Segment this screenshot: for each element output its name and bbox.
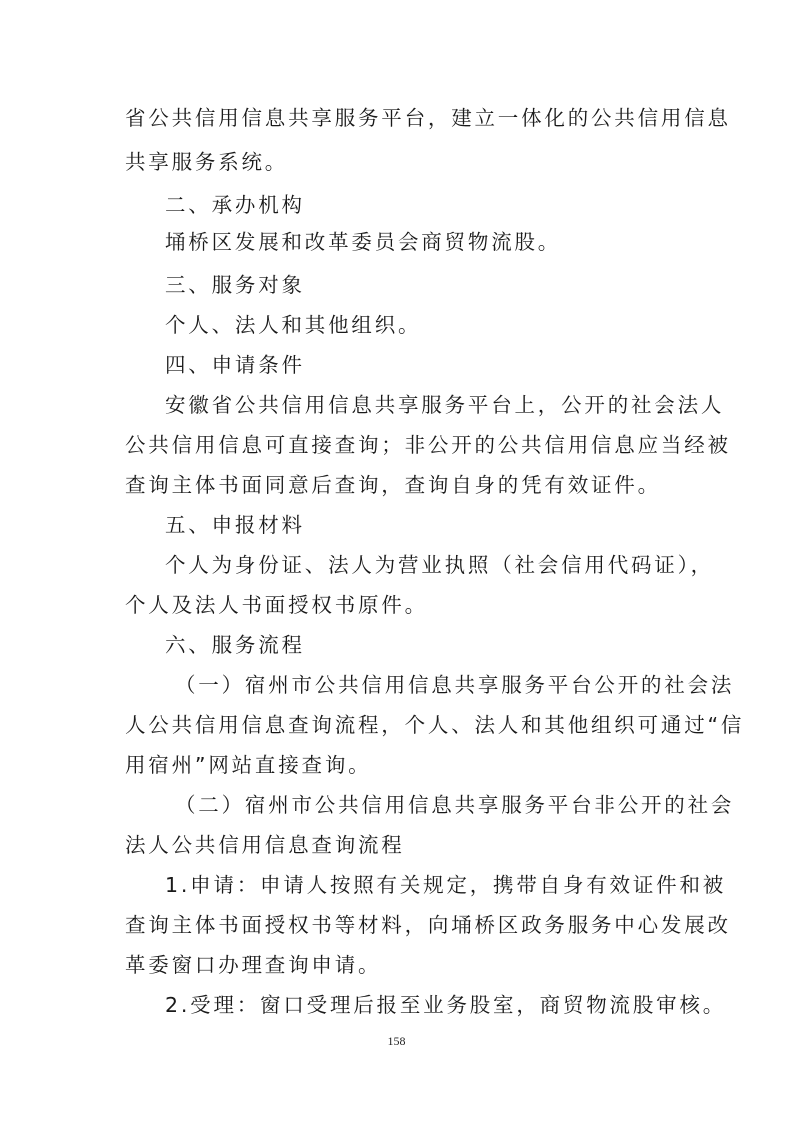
paragraph-line: 人公共信用信息查询流程，个人、法人和其他组织可通过“信 <box>125 713 745 737</box>
paragraph-line: 查询主体书面授权书等材料，向埇桥区政务服务中心发展改 <box>125 913 731 937</box>
paragraph-line: 法人公共信用信息查询流程 <box>125 833 405 857</box>
section-heading: 四、申请条件 <box>165 353 305 377</box>
page-number: 158 <box>387 1034 406 1048</box>
section-heading: 六、服务流程 <box>165 633 305 657</box>
paragraph-line: 个人为身份证、法人为营业执照（社会信用代码证）， <box>165 553 714 577</box>
section-heading: 三、服务对象 <box>165 273 305 297</box>
paragraph-line: 安徽省公共信用信息共享服务平台上，公开的社会法人 <box>165 393 725 417</box>
paragraph-line: 省公共信用信息共享服务平台，建立一体化的公共信用信息 <box>125 106 731 130</box>
paragraph-line: 2.受理：窗口受理后报至业务股室，商贸物流股审核。 <box>165 993 727 1017</box>
paragraph-line: 个人及法人书面授权书原件。 <box>125 593 428 617</box>
paragraph-line: 1.申请：申请人按照有关规定，携带自身有效证件和被 <box>165 873 727 897</box>
paragraph-line: 个人、法人和其他组织。 <box>165 313 422 337</box>
paragraph-line: （二）宿州市公共信用信息共享服务平台非公开的社会 <box>175 793 735 817</box>
paragraph-line: 共享服务系统。 <box>125 150 289 174</box>
paragraph-line: 查询主体书面同意后查询，查询自身的凭有效证件。 <box>125 473 661 497</box>
section-heading: 二、承办机构 <box>165 193 305 217</box>
paragraph-line: 革委窗口办理查询申请。 <box>125 953 382 977</box>
paragraph-line: 埇桥区发展和改革委员会商贸物流股。 <box>165 230 562 254</box>
section-heading: 五、申报材料 <box>165 513 305 537</box>
paragraph-line: 公共信用信息可直接查询；非公开的公共信用信息应当经被 <box>125 433 731 457</box>
paragraph-line: 用宿州”网站直接查询。 <box>125 753 372 777</box>
paragraph-line: （一）宿州市公共信用信息共享服务平台公开的社会法 <box>175 673 735 697</box>
